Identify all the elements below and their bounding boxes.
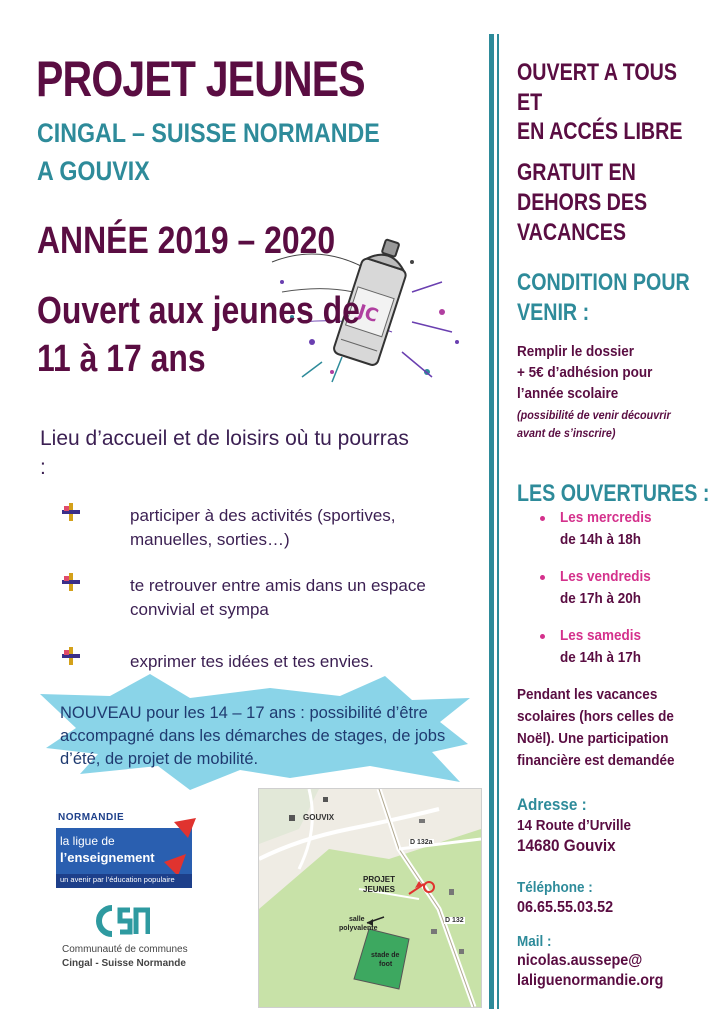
opening-hours-wednesday: de 14h à 18h <box>560 531 642 548</box>
column-divider-thin <box>497 34 499 1009</box>
free-line2: DEHORS DES <box>517 189 648 216</box>
subtitle-town: A GOUVIX <box>37 156 150 186</box>
bullet-activities: participer à des activités (sportives, manuelles, sorties…) <box>130 506 396 549</box>
phone-label: Téléphone : <box>517 879 593 896</box>
new-offer-text: NOUVEAU pour les 14 – 17 ans : possibilité d’être accompagné dans les démarches de stages, de jobs d’été, de projet de mobilité. <box>60 704 446 768</box>
map-salle-line2: polyvalente <box>339 925 378 932</box>
map-stade-line2: foot <box>379 961 393 968</box>
map-road-d132: D 132 <box>445 917 464 924</box>
school-year: ANNÉE 2019 – 2020 <box>37 220 336 262</box>
opening-hours-saturday: de 14h à 17h <box>560 649 642 666</box>
condition-text-line2: + 5€ d’adhésion pour <box>517 364 653 381</box>
holidays-line1: Pendant les vacances <box>517 686 658 703</box>
address-line2: 14680 Gouvix <box>517 836 616 855</box>
intro-text: Lieu d’accueil et de loisirs où tu pourras : <box>40 427 409 479</box>
condition-title-line2: VENIR : <box>517 299 590 326</box>
map-projet-label <box>363 875 395 895</box>
bullet-dot <box>540 516 545 521</box>
opening-day-saturday: Les samedis <box>560 627 642 644</box>
mail-line1: nicolas.aussepe@ <box>517 952 643 969</box>
holidays-line2: scolaires (hors celles de <box>517 708 674 725</box>
ligue-enseignement-logo <box>56 812 206 898</box>
bullet-ideas: exprimer tes idées et tes envies. <box>130 652 374 671</box>
bullet-dot <box>540 634 545 639</box>
normandie-label: NORMANDIE <box>58 812 125 823</box>
condition-text-line1: Remplir le dossier <box>517 343 635 360</box>
free-line3: VACANCES <box>517 219 626 246</box>
holidays-line4: financière est demandée <box>517 752 675 769</box>
bullet-cross-icon <box>62 647 80 665</box>
column-divider <box>489 34 494 1009</box>
open-all-line2: ET <box>517 89 543 116</box>
cingal-suisse-normande-logo <box>62 904 202 980</box>
opening-day-wednesday: Les mercredis <box>560 509 652 526</box>
map-projet-line2: JEUNES <box>363 885 396 894</box>
phone-number: 06.65.55.03.52 <box>517 899 614 916</box>
page-title: PROJET JEUNES <box>36 51 365 107</box>
map-projet-line1: PROJET <box>363 875 396 884</box>
mail-line2: laliguenormandie.org <box>517 972 664 989</box>
condition-text-line3: l’année scolaire <box>517 385 619 402</box>
address-line1: 14 Route d’Urville <box>517 817 632 834</box>
opening-day-friday: Les vendredis <box>560 568 651 585</box>
address-label: Adresse : <box>517 795 587 814</box>
map-graphic <box>259 789 481 1007</box>
map-road-d132a: D 132a <box>410 839 433 846</box>
subtitle-location: CINGAL – SUISSE NORMANDE <box>37 118 380 148</box>
map-salle-label <box>339 915 378 933</box>
bullet-friends: te retrouver entre amis dans un espace convivial et sympa <box>130 576 426 619</box>
ligue-line1: la ligue de <box>60 834 115 848</box>
condition-note-line1: (possibilité de venir découvrir <box>517 408 671 422</box>
free-line1: GRATUIT EN <box>517 159 636 186</box>
ligue-tagline: un avenir par l’éducation populaire <box>60 875 175 884</box>
cc-line2: Cingal - Suisse Normande <box>62 958 186 969</box>
map-town-label: GOUVIX <box>303 813 335 822</box>
ligue-line2: l’enseignement <box>60 850 155 865</box>
condition-title-line1: CONDITION POUR <box>517 269 690 296</box>
bullet-dot <box>540 575 545 580</box>
csn-monogram-icon <box>96 904 150 938</box>
svg-text:JC: JC <box>355 300 381 327</box>
holidays-line3: Noël). Une participation <box>517 730 669 747</box>
openings-title: LES OUVERTURES : <box>517 480 710 507</box>
map-stade-line1: stade de <box>371 952 400 959</box>
bullet-cross-icon <box>62 503 80 521</box>
open-all-line1: OUVERT A TOUS <box>517 59 678 86</box>
opening-hours-friday: de 17h à 20h <box>560 590 642 607</box>
map-stade-label <box>371 951 399 969</box>
map-salle-line1: salle <box>349 916 365 923</box>
condition-note-line2: avant de s’inscrire) <box>517 426 616 440</box>
cc-line1: Communauté de communes <box>62 944 188 955</box>
location-map <box>258 788 482 1008</box>
bullet-cross-icon <box>62 573 80 591</box>
open-all-line3: EN ACCÉS LIBRE <box>517 118 683 145</box>
mail-label: Mail : <box>517 933 552 950</box>
age-range-line2: 11 à 17 ans <box>37 338 206 380</box>
age-range-line1: Ouvert aux jeunes de <box>37 290 360 332</box>
